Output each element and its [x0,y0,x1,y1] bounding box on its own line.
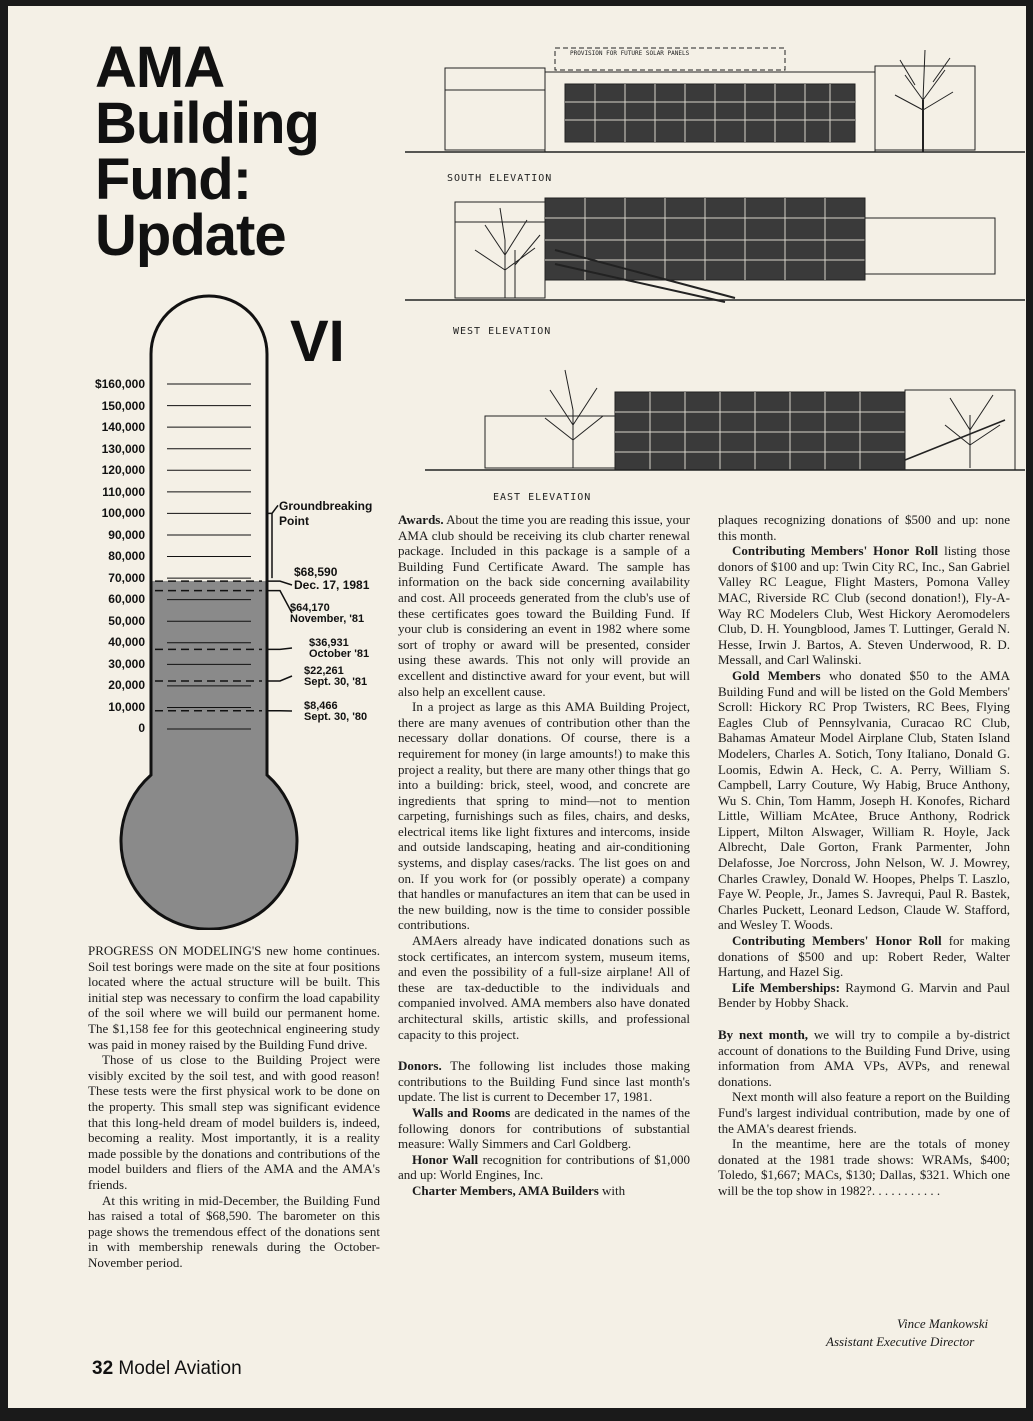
page-footer [92,1358,242,1380]
scale-label: 40,000 [108,635,145,649]
scale-label: 50,000 [108,614,145,628]
title-line: Building [95,91,319,156]
scale-label: 150,000 [101,399,145,413]
scale-label: 0 [138,721,145,735]
paragraph: plaques recognizing donations of $500 and up: none this month. [718,512,1010,543]
title-numeral: VI [290,309,345,374]
paragraph: Charter Members, AMA Builders with [412,1182,626,1198]
scale-label: 70,000 [108,571,145,585]
paragraph: PROGRESS ON MODELING'S new home continues. Soil test borings were made on the site at four positions located where the actual structure will be built. This initial step was necessary to confirm the load capability of the soil where we will build our permanent home. The $1,158 fee for this geotechnical engineering study was paid in money raised by the Building Fund drive. [88,943,380,1052]
paragraph: Gold Members who donated $50 to the AMA Building Fund and will be listed on the Gold Members' Scroll: Hickory RC Prop Twisters, RC Bees, Flying Eagles Club of Pennsylvania, Curacao RC Club, Bahamas Amateur Model Airplane Club, Staten Island Modelers, Charles A. Sotich, Tony Italiano, Donald G. Loomis, Edwin A. Heck, C. A. Perry, William S. Campbell, Larry Couture, Wy Habig, Bruce Anthony, Wu S. Chin, Tom Hamm, Joseph H. Konofes, Richard Little, William McAtee, Bruce Anthony, Rodrick Lippert, Milton Alswager, William R. Hoyle, Jack Albrecht, Dale Gorton, Frank Parmenter, John Delafosse, Joe Norcross, John Nelson, W. J. Mowrey, Charles Crawley, Donald W. Hoopes, Phelps T. Laszlo, Faye W. People, Jr., James S. Javrequi, Paul R. Bastek, Charles Puckett, Leonard Ledson, Claude W. Stafford, and Wesley T. Woods. [718,667,1010,933]
marker-line [267,676,292,681]
paragraph: Awards. About the time you are reading this issue, your AMA club should be receiving its club charter renewal package. Included in this package is a sample of a Building Fund Certificate Award. The sample has information on the back side concerning availability and cost. All proceeds generated from the club's use of these certificates goes toward the Building Fund. If your club is considering an event in 1982 where some sort of trophy or award will be presented, consider using these awards. This not only will provide an excellent and distinctive award for your event, but will also help an excellent cause. [398,512,690,699]
scale-label: 140,000 [101,420,145,434]
marker-line [267,648,292,649]
title-line: AMA [95,35,225,100]
scale-label: 80,000 [108,549,145,563]
marker-label: $68,590 Dec. 17, 1981 [294,565,370,592]
elevation-label: SOUTH ELEVATION [447,173,553,184]
magazine-name: Model Aviation [118,1358,242,1379]
roof-note: PROVISION FOR FUTURE SOLAR PANELS [570,50,690,57]
page-number: 32 [92,1358,114,1379]
scale-label: 120,000 [101,463,145,477]
paragraph: Life Memberships: Raymond G. Marvin and Paul Bender by Hobby Shack. [718,979,1011,1011]
scale-label: 130,000 [101,442,145,456]
paragraph: In a project as large as this AMA Building Project, there are many avenues of contribution other than the necessary dollar donations. Of course, there is a requirement for money (in large amounts!) to make this project a reality, but there are many other things that go into a building: brick, steel, wood, and concrete are ingredients that spring to mind—not to mention carpeting, furnishings such as files, chairs, and desks, electrical items like light fixtures and intercoms, inside and outside landscaping, heating and air-conditioning systems, and display cases/racks. The list goes on and on. If you work for (or possibly operate) a company that handles or manufactures an item that can be used in the new building, now is the time to consider possible contributions. [398,699,690,933]
title-line: Update [95,203,286,268]
article-column-2 [398,512,690,1199]
scale-label: 110,000 [102,485,145,499]
paragraph: AMAers already have indicated donations such as stock certificates, an intercom system, museum items, and even the possibility of a full-size airplane! All of these are tax-deductible to the individuals and companied involved. AMA members also have donated architectural skills, artistic skills, and professional capacity to this project. [398,933,690,1042]
scale-label: 100,000 [101,506,145,520]
paragraph: Contributing Members' Honor Roll for making donations of $500 and up: Robert Reder, Walter Hartung, and Hazel Sig. [718,933,1010,980]
paragraph: By next month, we will try to compile a by-district account of donations to the Building Fund Drive, using information from AMA VPs, AVPs, and renewal donations. [718,1027,1010,1089]
marker-line [267,581,292,585]
elevation-label: EAST ELEVATION [493,492,592,503]
paragraph: Honor Wall recognition for contributions of $1,000 and up: World Engines, Inc. [398,1151,690,1183]
title-line: Fund: [95,147,252,212]
paragraph: Contributing Members' Honor Roll listing those donors of $100 and up: Twin City RC, Inc., San Gabriel Valley RC League, Flight Masters, Pomona Valley MAC, Riverside RC Club (second donation!), Fly-A-Way RC Modelers Club, West Hickory Aeromodelers Club, D. H. Youngblood, James T. Luttinger, Gerald N. Hesse, Irwin J. Bartos, A. Steven Underwood, R. D. Messall, and Carl Walinski. [718,543,1011,668]
paragraph: Those of us close to the Building Project were visibly excited by the soil test, and with good reason! These tests were the first physical work to be done on the property. This small step was significant evidence that this long-held dream of model builders is, indeed, becoming a reality. Most importantly, it is a reality made possible by the donations and contributions of the model builders and fliers of the AMA and the AMA's friends. [88,1052,380,1192]
article-column-3 [718,512,1010,1199]
marker-label: $22,261 Sept. 30, '81 [304,665,368,688]
elevation-label: WEST ELEVATION [453,326,552,337]
marker-label: $36,931 October '81 [309,637,370,660]
scale-label: 20,000 [108,678,145,692]
marker-line [267,591,292,613]
marker-label: $8,466 Sept. 30, '80 [304,700,368,723]
marker-line [267,505,278,578]
paragraph: Next month will also feature a report on the Building Fund's largest individual contribution, made by one of the AMA's dearest friends. [718,1089,1010,1136]
building-elevation-drawings [405,40,1025,490]
groundbreaking-label: Groundbreaking Point [279,499,373,528]
paragraph: Walls and Rooms are dedicated in the names of the following donors for contributions of substantial measure: Wally Simmers and Carl Goldberg. [398,1104,690,1152]
scale-label: 30,000 [108,657,145,671]
scale-label: 90,000 [108,528,145,542]
paragraph: In the meantime, here are the totals of money donated at the 1981 trade shows: WRAMs, $400; Toledo, $1,667; MACs, $130; Dallas, $321. Which one will be the top show in 1982?. . . . . . . . . . . [718,1136,1010,1198]
paragraph: At this writing in mid-December, the Building Fund has raised a total of $68,590. The barometer on this page shows the tremendous effect of the donations sent in with membership renewals during the October-November period. [88,1192,380,1270]
scale-label: 60,000 [108,592,145,606]
author-title: Assistant Executive Director [826,1334,975,1349]
scale-label: 10,000 [108,700,145,714]
author-name: Vince Mankowski [897,1316,989,1331]
scale-label: $160,000 [94,377,145,391]
article-column-1 [88,943,380,1270]
marker-label: $64,170 November, '81 [290,602,365,625]
paragraph: Donors. The following list includes those making contributions to the Building Fund since last month's update. The list is current to December 17, 1981. [398,1058,690,1105]
